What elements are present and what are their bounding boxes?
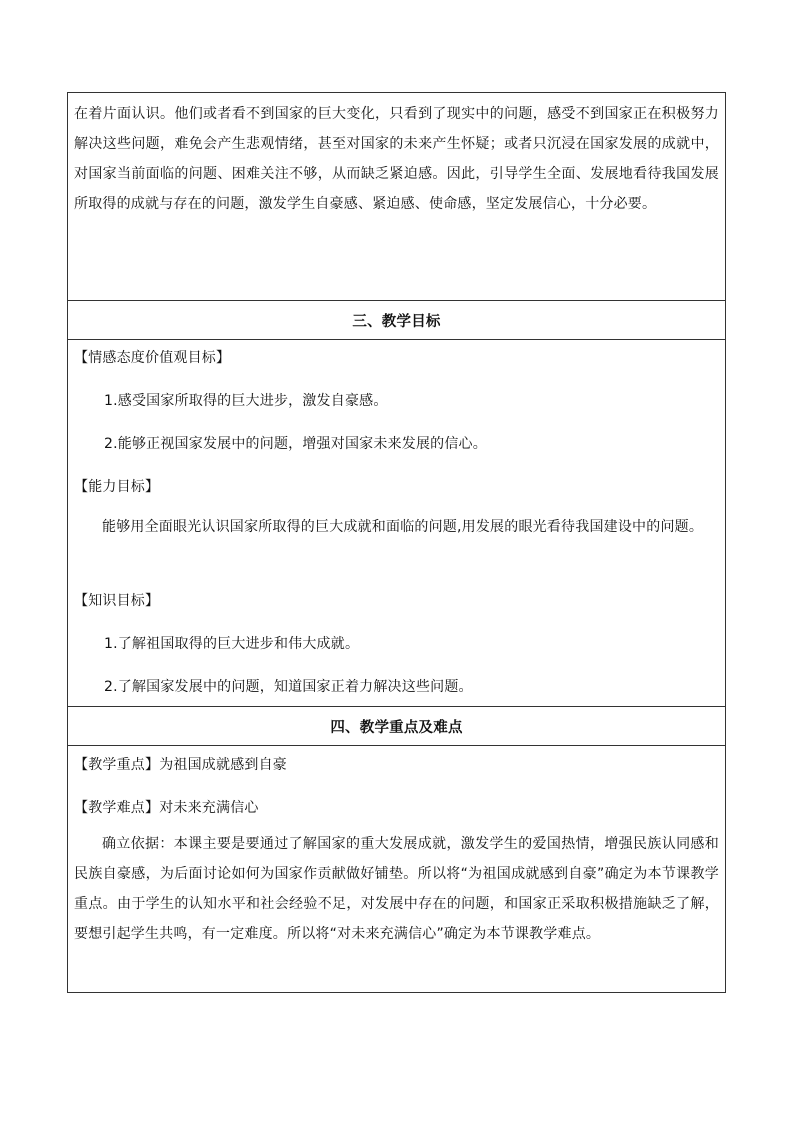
teaching-focus <box>74 755 725 775</box>
emotion-goal-label: 【情感态度价值观目标】 <box>74 350 231 366</box>
key-points-cell <box>68 745 725 994</box>
learner-analysis-text: 在着片面认识。他们或者看不到国家的巨大变化，只看到了现实中的问题，感受不到国家正在积极努力解决这些问题，难免会产生悲观情绪，甚至对国家的未来产生怀疑；或者只沉浸在国家发展的成就中，对国家当前面临的问题、困难关注不够，从而缺乏紧迫感。因此，引导学生全面、发展地看待我国发展所取得的成就与存在的问题，激发学生自豪感、紧迫感、使命感，坚定发展信心，十分必要。 <box>74 106 719 212</box>
section-header-objectives <box>68 300 725 339</box>
emotion-goal-item-1: 1.感受国家所取得的巨大进步，激发自豪感。 <box>104 393 388 409</box>
knowledge-goal-item-2: 2.了解国家发展中的问题，知道国家正着力解决这些问题。 <box>104 679 473 695</box>
knowledge-goal-label: 【知识目标】 <box>74 593 160 609</box>
teaching-difficulty-text: 对未来充满信心 <box>159 800 259 816</box>
objectives-cell <box>68 339 725 706</box>
section-title-key-points: 四、教学重点及难点 <box>330 719 463 736</box>
knowledge-goal-item-1: 1.了解祖国取得的巨大进步和伟大成就。 <box>104 636 360 652</box>
teaching-difficulty <box>74 798 725 818</box>
lesson-plan-table <box>67 92 726 993</box>
teaching-focus-label: 【教学重点】 <box>74 757 160 773</box>
learner-analysis-cell <box>68 93 725 300</box>
ability-goal-text: 能够用全面眼光认识国家所取得的巨大成就和面临的问题,用发展的眼光看待我国建设中的问题。 <box>102 519 704 535</box>
teaching-difficulty-label: 【教学难点】 <box>74 800 160 816</box>
section-header-key-points <box>68 706 725 745</box>
emotion-goal-item-2: 2.能够正视国家发展中的问题，增强对国家未来发展的信心。 <box>104 436 487 452</box>
section-title-objectives: 三、教学目标 <box>352 313 441 330</box>
ability-goal-label: 【能力目标】 <box>74 479 160 495</box>
basis-paragraph: 确立依据：本课主要是要通过了解国家的重大发展成就，激发学生的爱国热情，增强民族认同感和民族自豪感，为后面讨论如何为国家作贡献做好铺垫。所以将“为祖国成就感到自豪”确定为本节课教学重点。由于学生的认知水平和社会经验不足，对发展中存在的问题，和国家正采取积极措施缺乏了解，要想引起学生共鸣，有一定难度。所以将“对未来充满信心”确定为本节课教学难点。 <box>74 836 719 942</box>
teaching-focus-text: 为祖国成就感到自豪 <box>159 757 288 773</box>
